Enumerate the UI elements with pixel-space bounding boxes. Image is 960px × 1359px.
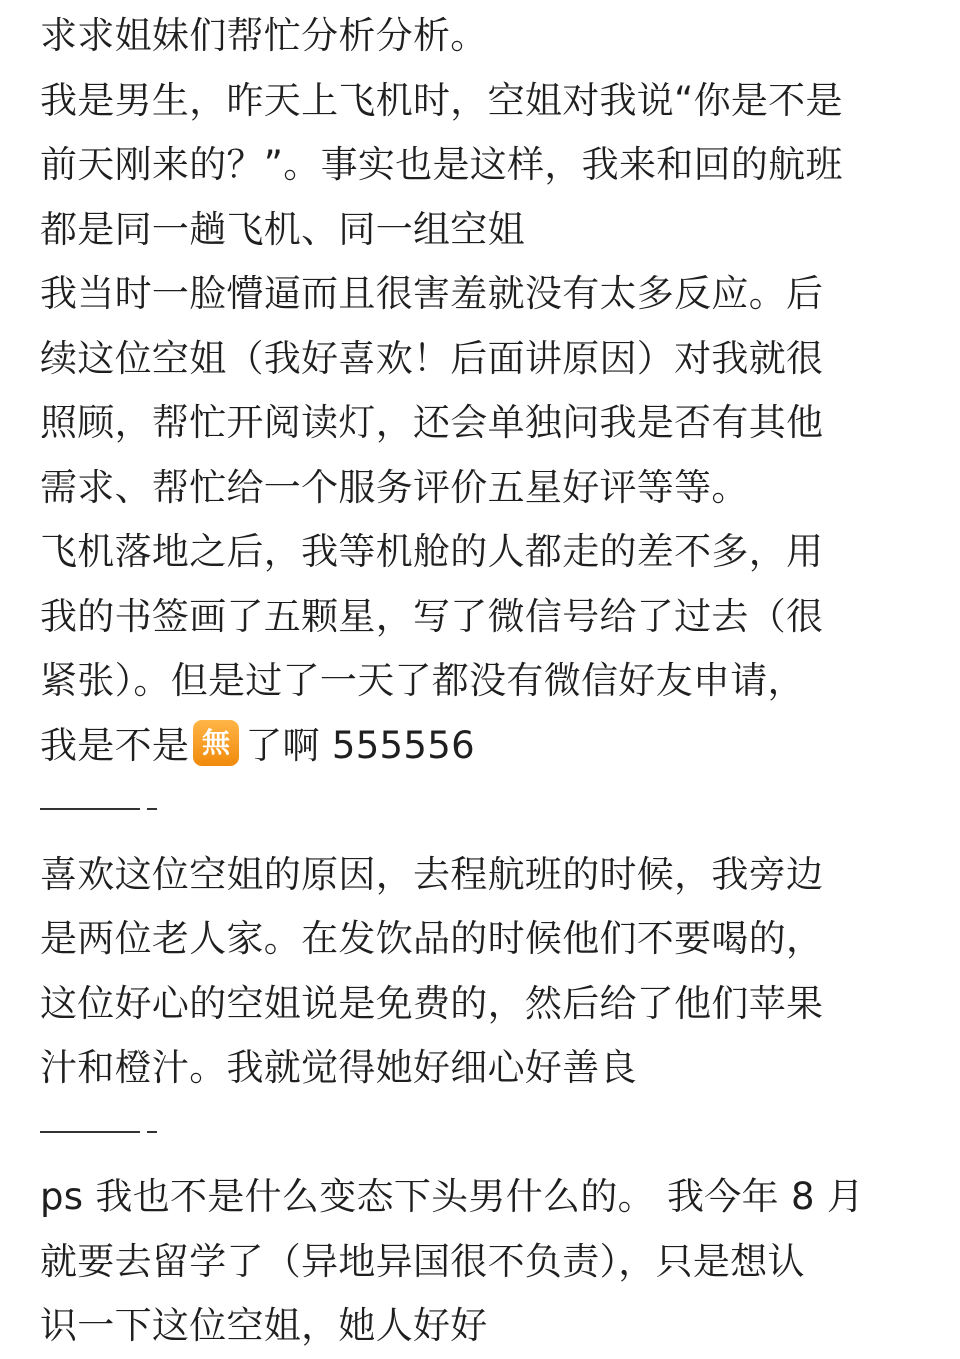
orange-none-emoji-icon: 無	[193, 720, 239, 766]
post-line: 求求姐妹们帮忙分析分析。	[40, 14, 488, 57]
post-line: 汁和橙汁。我就觉得她好细心好善良	[40, 1046, 637, 1089]
divider-tick	[147, 808, 157, 810]
post-text: 了啊 555556	[245, 723, 475, 767]
post-line: ps 我也不是什么变态下头男什么的。 我今年 8 月	[40, 1175, 865, 1218]
post-text: 我是不是	[40, 723, 190, 767]
post-line: 我的书签画了五颗星，写了微信号给了过去（很	[40, 594, 824, 638]
post-line: 飞机落地之后，我等机舱的人都走的差不多，用	[40, 530, 824, 573]
divider-tick	[147, 1131, 157, 1133]
post-line: 我当时一脸懵逼而且很害羞就没有太多反应。后	[40, 272, 824, 315]
post-line: 前天刚来的？”。事实也是这样，我来和回的航班	[40, 143, 843, 186]
post-line: 紧张）。但是过了一天了都没有微信好友申请，	[40, 659, 805, 702]
post-line: 喜欢这位空姐的原因，去程航班的时候，我旁边	[40, 852, 824, 896]
section-divider	[40, 778, 940, 843]
post-line	[40, 714, 940, 779]
post-line: 我是男生，昨天上飞机时，空姐对我说“你是不是	[40, 78, 843, 122]
divider-rule	[40, 1131, 140, 1133]
post-line: 都是同一趟飞机、同一组空姐	[40, 207, 525, 251]
section-divider	[40, 1101, 940, 1166]
post-line: 需求、帮忙给一个服务评价五星好评等等。	[40, 465, 749, 509]
post-line: 就要去留学了（异地异国很不负责），只是想认	[40, 1239, 805, 1283]
divider-rule	[40, 808, 140, 810]
post-line: 是两位老人家。在发饮品的时候他们不要喝的，	[40, 917, 824, 960]
post-body	[40, 4, 940, 1359]
post-line: 这位好心的空姐说是免费的，然后给了他们苹果	[40, 981, 824, 1025]
post-line: 识一下这位空姐，她人好好	[40, 1304, 488, 1347]
post-line: 续这位空姐（我好喜欢！后面讲原因）对我就很	[40, 336, 824, 380]
post-line: 照顾，帮忙开阅读灯，还会单独问我是否有其他	[40, 401, 824, 444]
